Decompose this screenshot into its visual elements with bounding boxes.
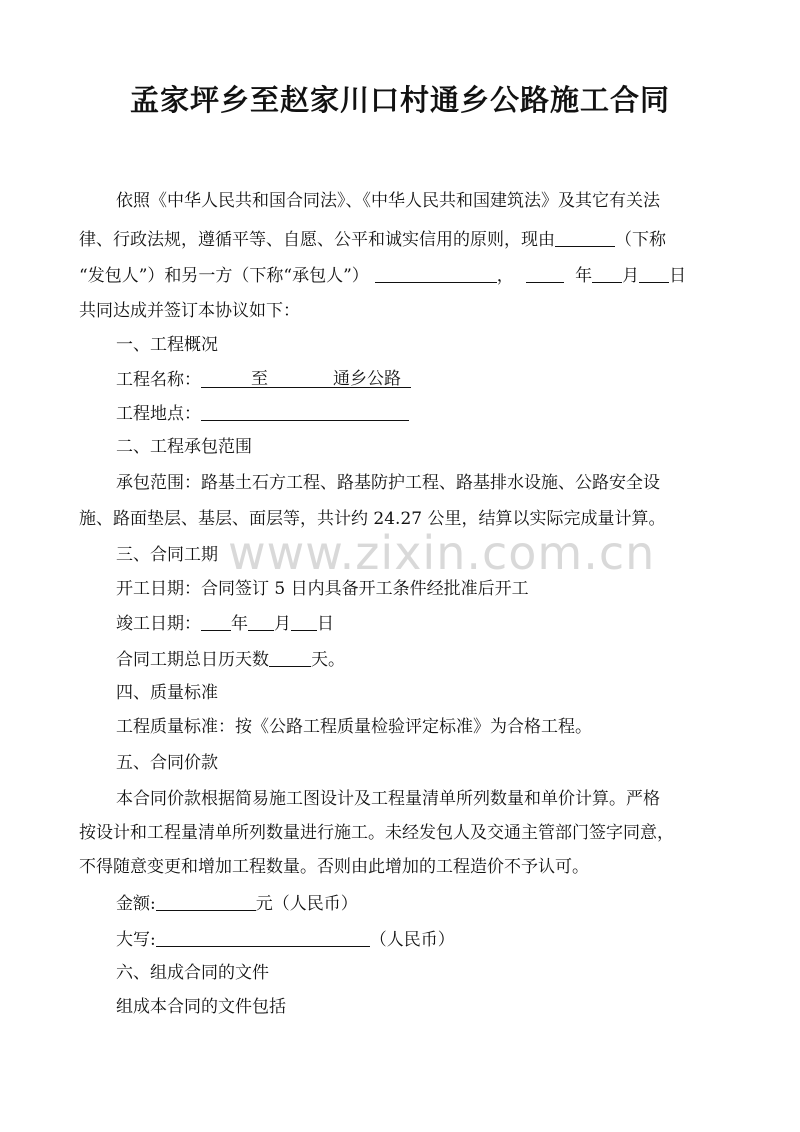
project-name-field[interactable]: 至 通乡公路 [201, 368, 411, 388]
completion-year-field[interactable] [201, 612, 231, 631]
section-4-heading: 四、质量标准 [116, 683, 218, 703]
section-6-heading: 六、组成合同的文件 [116, 963, 269, 983]
amount-line: 金额: 元（人民币） [116, 894, 358, 914]
amount-field[interactable] [156, 892, 256, 911]
blank-employer[interactable] [555, 228, 615, 247]
scope-line-2: 施、路面垫层、基层、面层等，共计约 24.27 公里，结算以实际完成量计算。 [79, 509, 666, 529]
start-date-line: 开工日期：合同签订 5 日内具备开工条件经批准后开工 [116, 579, 529, 599]
price-line-1: 本合同价款根据简易施工图设计及工程量清单所列数量和单价计算。严格 [116, 789, 660, 809]
intro-line-2: 律、行政法规，遵循平等、自愿、公平和诚实信用的原则，现由 （下称 [79, 230, 666, 250]
project-site-line: 工程地点： [116, 402, 409, 425]
section-1-heading: 一、工程概况 [116, 335, 218, 355]
amount-in-words-field[interactable] [156, 928, 370, 947]
section-3-heading: 三、合同工期 [116, 545, 218, 565]
watermark: www.zixin.com.cn [228, 526, 656, 580]
price-line-3: 不得随意变更和增加工程数量。否则由此增加的工程造价不予认可。 [79, 857, 589, 877]
section-5-heading: 五、合同价款 [116, 753, 218, 773]
total-days-field[interactable] [269, 648, 311, 667]
contract-documents-line: 组成本合同的文件包括 [116, 997, 286, 1017]
blank-contractor[interactable] [375, 264, 497, 283]
document-title: 孟家坪乡至赵家川口村通乡公路施工合同 [129, 83, 670, 117]
intro-line-3: “发包人”）和另一方（下称“承包人”） ， 年 月 日 [79, 266, 687, 286]
project-site-field[interactable] [201, 402, 409, 421]
blank-sign-month[interactable] [592, 264, 622, 283]
scope-line-1: 承包范围：路基土石方工程、路基防护工程、路基排水设施、公路安全设 [116, 473, 660, 493]
intro-line-1: 依照《中华人民共和国合同法》、《中华人民共和国建筑法》及其它有关法 [116, 191, 660, 211]
intro-line-4: 共同达成并签订本协议如下： [79, 301, 300, 321]
project-name-line: 工程名称： 至 通乡公路 [116, 368, 411, 391]
quality-standard-line: 工程质量标准：按《公路工程质量检验评定标准》为合格工程。 [116, 717, 592, 737]
completion-month-field[interactable] [248, 612, 274, 631]
section-2-heading: 二、工程承包范围 [116, 437, 252, 457]
price-line-2: 按设计和工程量清单所列数量进行施工。未经发包人及交通主管部门签字同意， [79, 823, 674, 843]
amount-in-words-line: 大写: （人民币） [116, 930, 455, 950]
blank-sign-day[interactable] [639, 264, 669, 283]
blank-sign-year-value[interactable] [526, 264, 564, 283]
total-days-line: 合同工期总日历天数 天。 [116, 650, 345, 670]
completion-day-field[interactable] [291, 612, 317, 631]
completion-date-line: 竣工日期： 年 月 日 [116, 614, 334, 634]
